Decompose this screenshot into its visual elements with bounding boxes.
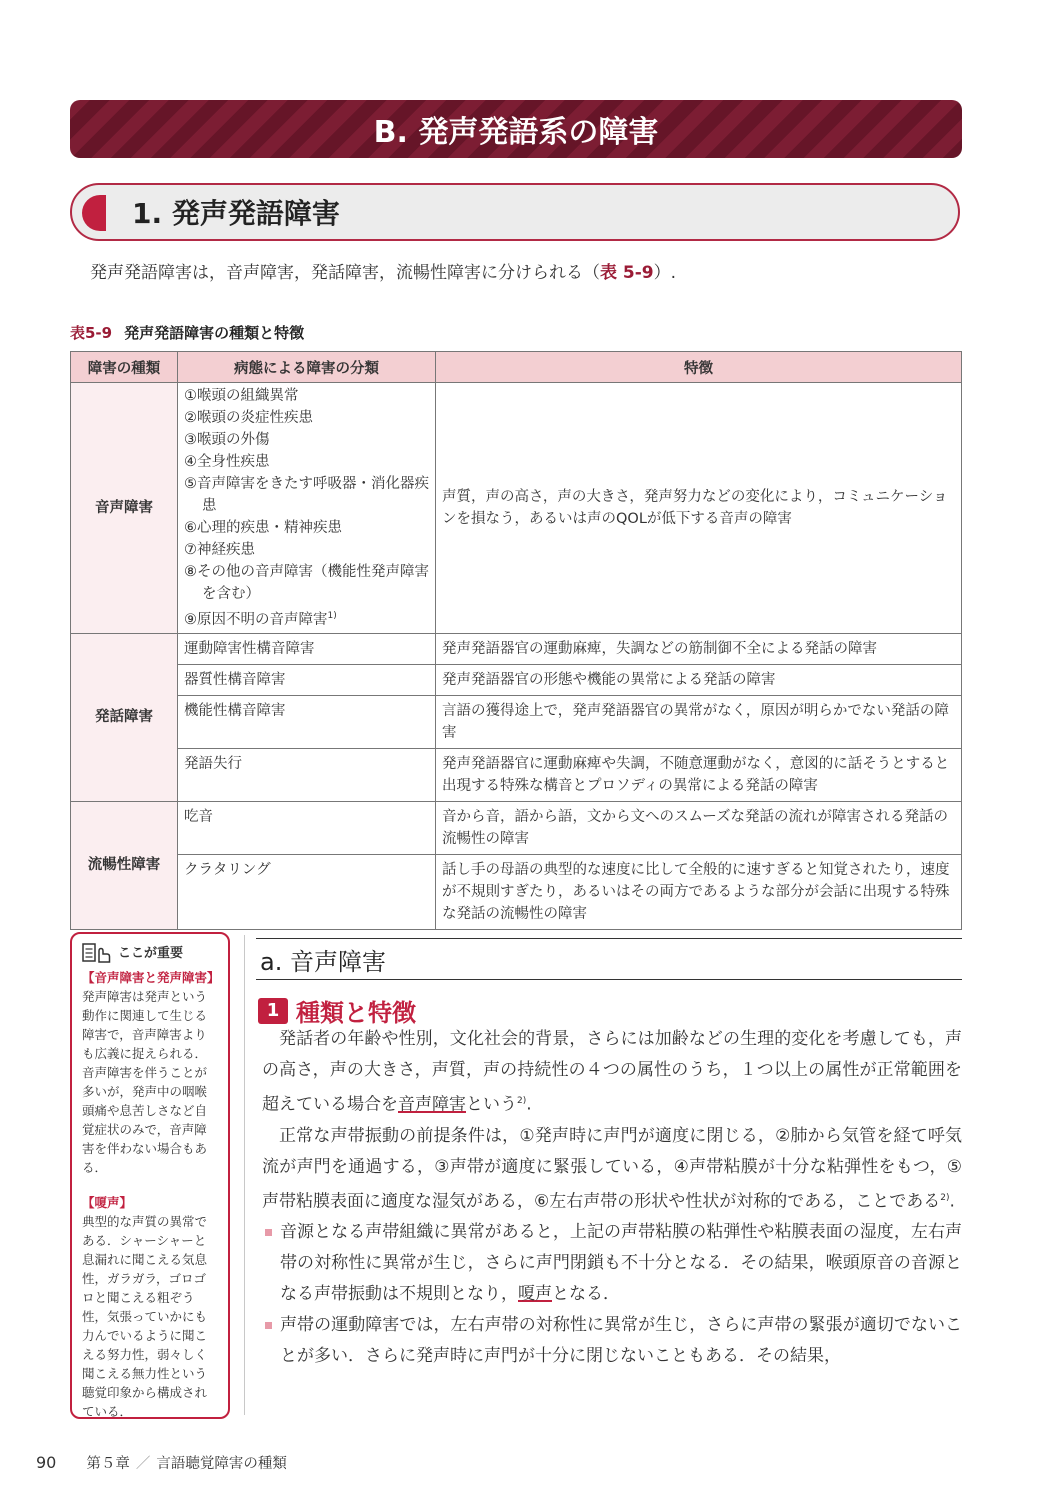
subsection-title: 1. 発声発語障害 [132,197,340,230]
sidebar-text: 発声障害は発声という動作に関連して生じる障害で，音声障害よりも広義に捉えられる．音声障害を伴うことが多いが，発声中の咽喉頭痛や息苦しさなど自覚症状のみで，音声障害を伴わない場合もある． [82,989,208,1175]
table-caption-number: 表5-9 [70,324,113,342]
subsection-banner [70,183,960,241]
classification-cell: 機能性構音障害 [178,695,436,748]
term-hoarseness: 嗄声 [518,1284,552,1305]
feature-cell: 声質，声の高さ，声の大きさ，発声努力などの変化により，コミュニケーションを損なう，あるいは声のQOLが低下する音声の障害 [436,383,962,634]
disorder-table [70,351,962,930]
list-item: ②喉頭の炎症性疾患 [184,410,313,426]
sidebar-heading: ここが重要 [82,942,218,964]
classification-cell: 吃音 [178,801,436,854]
bullet-item: 声帯の運動障害では，左右声帯の対称性に異常が生じ，さらに声帯の緊張が適切でないことが多い．さらに発声時に声門が十分に閉じないこともある．その結果， [262,1310,962,1372]
list-item: ⑧その他の音声障害（機能性発声障害を含む） [184,564,429,602]
table-row [71,664,962,695]
feature-cell: 発声発語器官に運動麻痺や失調，不随意運動がなく，意図的に話そうとすると出現する特殊な構音とプロソディの異常による発話の障害 [436,748,962,801]
list-item: ①喉頭の組織異常 [184,388,299,404]
paragraph: 正常な声帯振動の前提条件は，①発声時に声門が適度に閉じる，②肺から気管を経て呼気流が声門を通過する，③声帯が適度に緊張している，④声帯粘膜が十分な粘弾性をもつ，⑤声帯粘膜表面に適度な湿気がある，⑥左右声帯の形状や性状が対称的である，ことである$^{2)}$. [262,1125,962,1212]
key-point-sidebar [70,932,230,1419]
category-cell: 発話障害 [71,633,178,801]
table-row [71,854,962,929]
feature-cell: 音から音，語から語，文から文へのスムーズな発話の流れが障害される発話の流暢性の障害 [436,801,962,854]
page-footer: 90 第５章 ／ 言語聴覚障害の種類 [36,1453,287,1472]
sidebar-subheading: 【嗄声】 [82,1195,133,1210]
table-row [71,801,962,854]
section-a-heading: a. 音声障害 [256,938,962,980]
list-item: ⑥心理的疾患・精神疾患 [184,520,342,536]
heading-title: 種類と特徴 [296,999,416,1027]
header-feature: 特徴 [436,352,962,383]
category-cell: 音声障害 [71,383,178,634]
term-voice-disorder: 音声障害 [398,1094,466,1115]
classification-cell: 運動障害性構音障害 [178,633,436,664]
citation: 2) [940,1192,950,1203]
list-item: ⑨原因不明の音声障害$^{1)}$ [184,611,337,628]
section-title: B. 発声発語系の障害 [373,115,659,150]
table-caption [70,322,304,343]
classification-cell: 器質性構音障害 [178,664,436,695]
heading-number: 1 [258,998,288,1024]
footer-chapter: 第５章 [86,1456,130,1472]
body-text [262,1024,962,1372]
page-number: 90 [36,1453,57,1472]
table-row [71,748,962,801]
feature-cell: 話し手の母語の典型的な速度に比して全般的に速すぎると知覚されたり，速度が不規則すぎたり，あるいはその両方であるような部分が会話に出現する特殊な発話の流暢性の障害 [436,854,962,929]
book-pointer-icon [82,942,112,964]
intro-text: 発声発語障害は，音声障害，発話障害，流暢性障害に分けられる（表 5-9）. [90,263,677,283]
paragraph: 発話者の年齢や性別，文化社会的背景，さらには加齢などの生理的変化を考慮しても，声の高さ，声の大きさ，声質，声の持続性の４つの属性のうち，１つ以上の属性が正常範囲を超えている場合を音声障害という$^{2)}$. [262,1029,962,1115]
sidebar-subheading: 【音声障害と発声障害】 [82,970,220,985]
classification-cell: 発語失行 [178,748,436,801]
table-caption-title: 発声発語障害の種類と特徴 [124,324,305,342]
classification-cell: クラタリング [178,854,436,929]
section-banner [70,100,962,158]
header-type: 障害の種類 [71,352,178,383]
list-item: ③喉頭の外傷 [184,432,270,448]
subsection-marker [82,195,106,231]
table-row [71,633,962,664]
table-reference-link[interactable]: 表 5-9 [600,263,654,283]
bullet-item: 音源となる声帯組織に異常があると，上記の声帯粘膜の粘弾性や粘膜表面の湿度，左右声帯の対称性に異常が生じ，さらに声門閉鎖も不十分となる．その結果，喉頭原音の音源となる声帯振動は不規則となり，嗄声となる． [262,1217,962,1310]
citation: 2) [517,1096,527,1106]
table-header-row [71,352,962,383]
feature-cell: 発声発語器官の運動麻痺，失調などの筋制御不全による発話の障害 [436,633,962,664]
footer-title: 言語聴覚障害の種類 [156,1456,287,1472]
table-row [71,383,962,634]
feature-cell: 言語の獲得途上で，発声発語器官の異常がなく，原因が明らかでない発話の障害 [436,695,962,748]
sidebar-text: 典型的な声質の異常である．シャーシャーと息漏れに聞こえる気息性，ガラガラ，ゴロゴロと聞こえる粗ぞう性，気張っていかにも力んでいるように聞こえる努力性，弱々しく聞こえる無力性という聴覚印象から構成されている． [82,1214,208,1419]
citation: 1) [327,611,337,621]
header-classification: 病態による障害の分類 [178,352,436,383]
table-row [71,695,962,748]
feature-cell: 発声発語器官の形態や機能の異常による発話の障害 [436,664,962,695]
classification-list [178,383,436,634]
numbered-heading [258,993,416,1028]
list-item: ④全身性疾患 [184,454,270,470]
list-item: ⑦神経疾患 [184,542,255,558]
category-cell: 流暢性障害 [71,801,178,929]
column-divider [244,935,245,1415]
list-item: ⑤音声障害をきたす呼吸器・消化器疾患 [184,476,429,514]
